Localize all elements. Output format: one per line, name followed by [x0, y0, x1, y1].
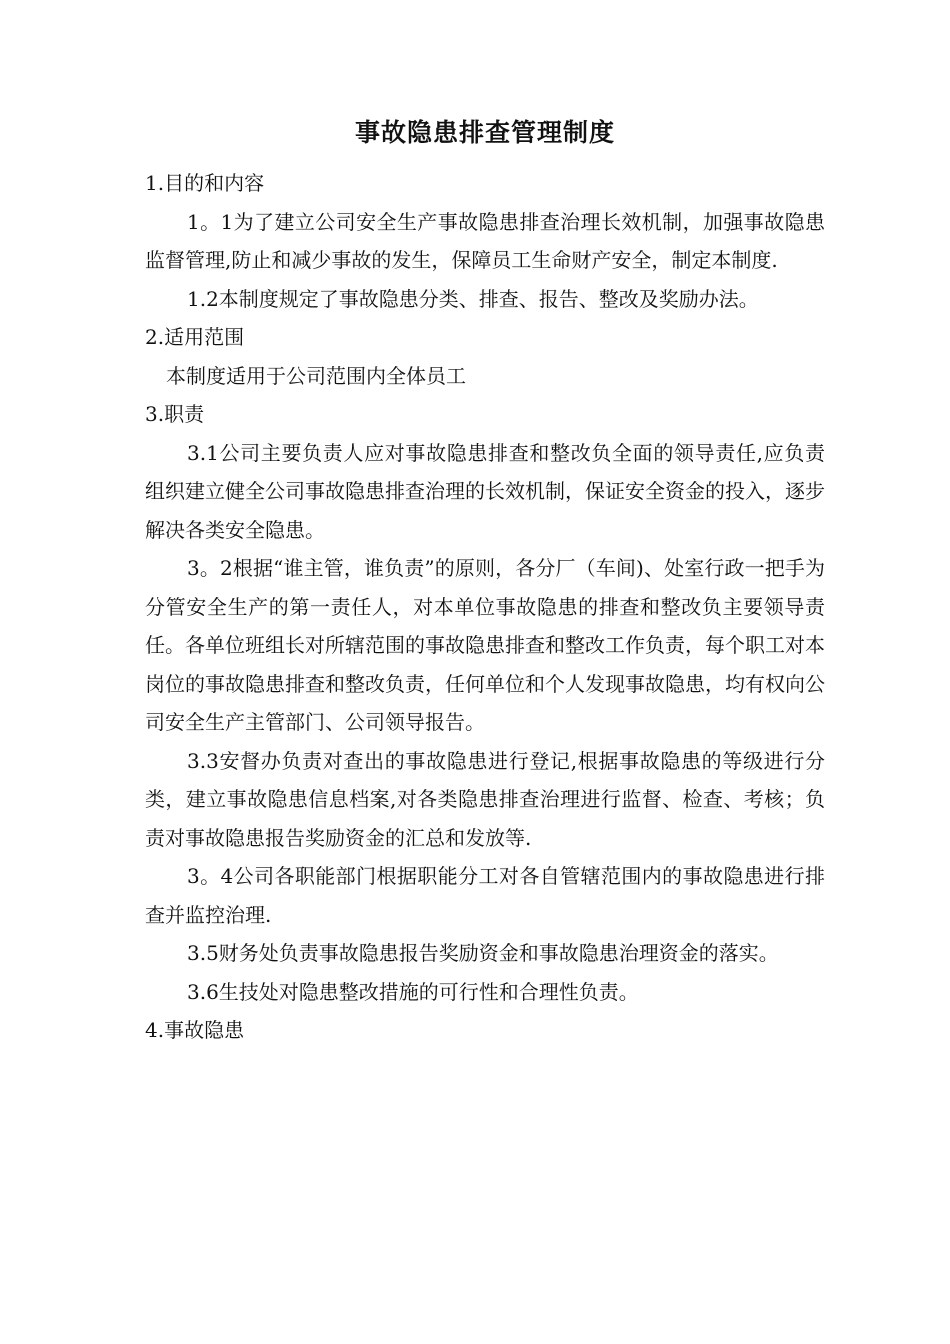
paragraph-1-1: 1。1为了建立公司安全生产事故隐患排查治理长效机制，加强事故隐患监督管理,防止和减少事故的发生，保障员工生命财产安全，制定本制度.	[145, 209, 825, 272]
paragraph-3-6: 3.6生技处对隐患整改措施的可行性和合理性负责。	[187, 979, 639, 1004]
section-heading-scope: 2.适用范围	[145, 325, 245, 349]
paragraph-3-3: 3.3安督办负责对查出的事故隐患进行登记,根据事故隐患的等级进行分类，建立事故隐患信息档案,对各类隐患排查治理进行监督、检查、考核；负责对事故隐患报告奖励资金的汇总和发放等.	[145, 748, 825, 850]
section-heading-hazards: 4.事故隐患	[145, 1018, 245, 1042]
paragraph-scope: 本制度适用于公司范围内全体员工	[166, 363, 466, 388]
document-title: 事故隐患排查管理制度	[354, 118, 615, 147]
paragraph-3-5: 3.5财务处负责事故隐患报告奖励资金和事故隐患治理资金的落实。	[187, 941, 779, 965]
document-body	[145, 110, 825, 1050]
paragraph-1-2: 1.2本制度规定了事故隐患分类、排查、报告、整改及奖励办法。	[187, 286, 759, 311]
paragraph-3-1: 3.1公司主要负责人应对事故隐患排查和整改负全面的领导责任,应负责组织建立健全公司事故隐患排查治理的长效机制，保证安全资金的投入，逐步解决各类安全隐患。	[145, 440, 825, 542]
section-heading-purpose: 1.目的和内容	[145, 171, 265, 195]
paragraph-3-4: 3。4公司各职能部门根据职能分工对各自管辖范围内的事故隐患进行排查并监控治理.	[145, 864, 825, 927]
section-heading-duties: 3.职责	[145, 402, 205, 426]
paragraph-3-2: 3。2根据“谁主管，谁负责”的原则，各分厂（车间)、处室行政一把手为分管安全生产的第一责任人，对本单位事故隐患的排查和整改负主要领导责任。各单位班组长对所辖范围的事故隐患排查和整改工作负责，每个职工对本岗位的事故隐患排查和整改负责，任何单位和个人发现事故隐患，均有权向公司安全生产主管部门、公司领导报告。	[145, 556, 825, 734]
